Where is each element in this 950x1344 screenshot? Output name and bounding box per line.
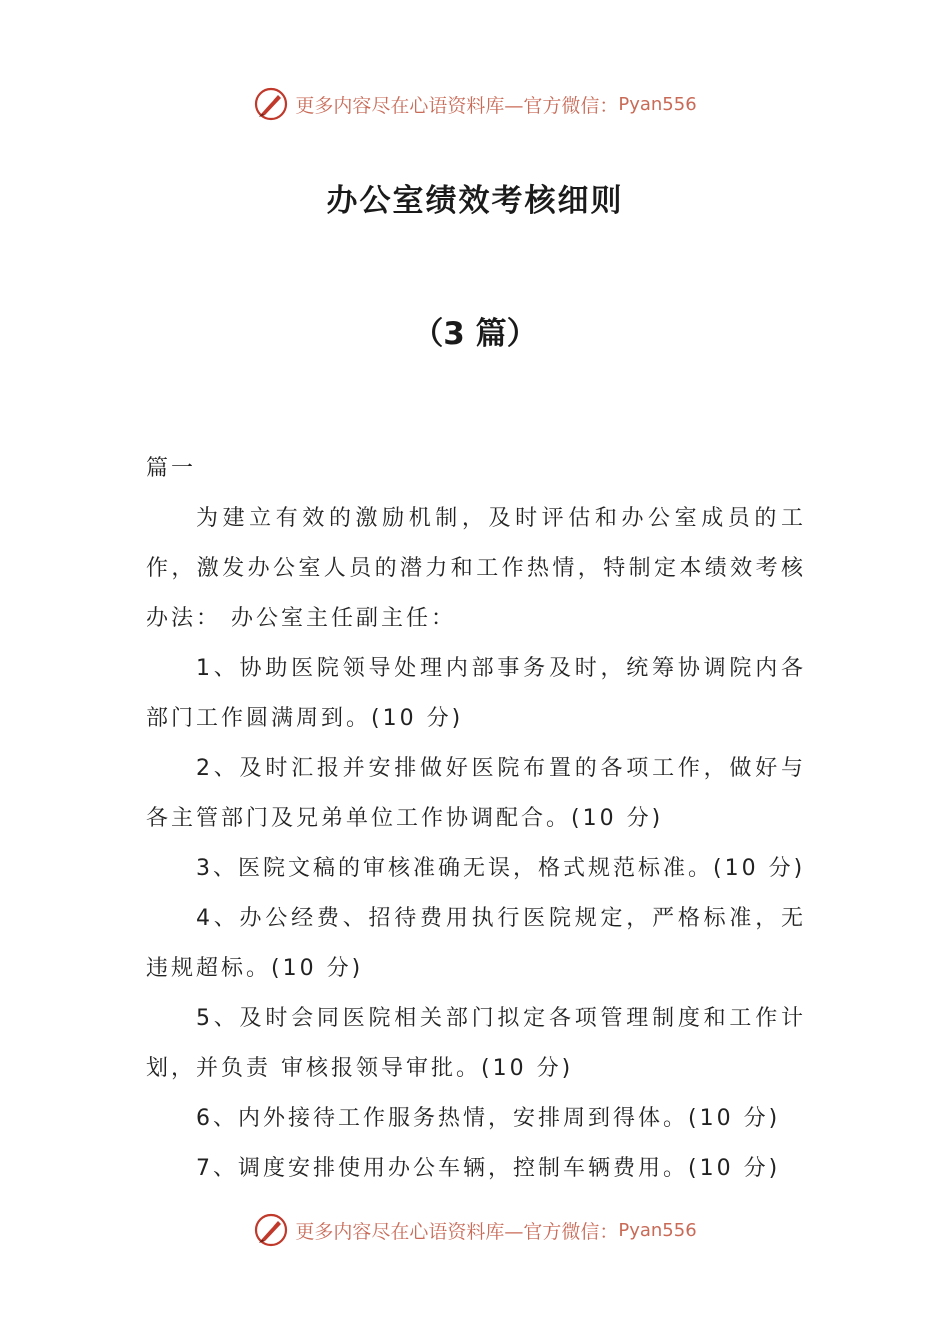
list-item: 5、及时会同医院相关部门拟定各项管理制度和工作计划，并负责 审核报领导审批。(10 分): [146, 1006, 806, 1081]
header-banner: [0, 84, 950, 124]
document-body: [146, 444, 806, 1194]
list-item: 1、协助医院领导处理内部事务及时，统筹协调院内各部门工作圆满周到。(10 分): [146, 656, 806, 731]
list-item: 6、内外接待工作服务热情，安排周到得体。(10 分): [196, 1106, 781, 1131]
quill-logo-icon: [253, 86, 289, 122]
quill-logo-icon: [253, 1212, 289, 1248]
intro-paragraph: 为建立有效的激励机制，及时评估和办公室成员的工作，激发办公室人员的潜力和工作热情，特制定本绩效考核办法： 办公室主任副主任：: [146, 506, 806, 631]
document-subtitle: （3 篇）: [412, 316, 538, 352]
footer-banner: [0, 1210, 950, 1250]
section-label: 篇一: [146, 456, 197, 481]
banner-text: 更多内容尽在心语资料库—官方微信：: [295, 1220, 619, 1243]
banner-wechat-id: Pyan556: [618, 1219, 697, 1241]
list-item: 2、及时汇报并安排做好医院布置的各项工作，做好与各主管部门及兄弟单位工作协调配合。(10 分): [146, 756, 806, 831]
list-item: 3、医院文稿的审核准确无误，格式规范标准。(10 分): [196, 856, 806, 881]
document-title: 办公室绩效考核细则: [326, 183, 624, 219]
banner-wechat-id: Pyan556: [618, 93, 697, 115]
list-item: 4、办公经费、招待费用执行医院规定，严格标准，无违规超标。(10 分): [146, 906, 806, 981]
banner-text: 更多内容尽在心语资料库—官方微信：: [295, 94, 619, 117]
list-item: 7、调度安排使用办公车辆，控制车辆费用。(10 分): [196, 1156, 781, 1181]
